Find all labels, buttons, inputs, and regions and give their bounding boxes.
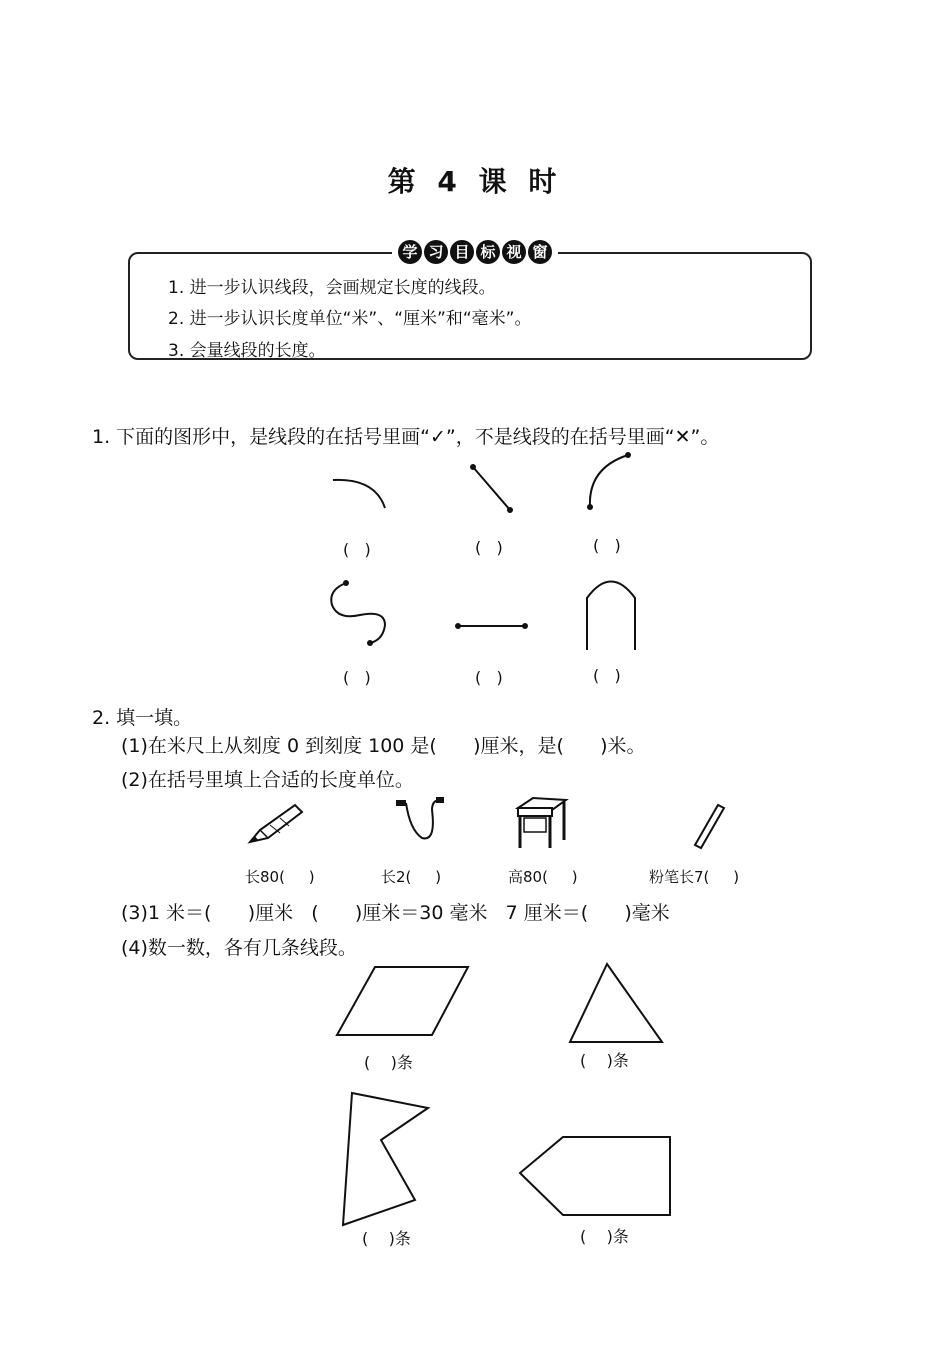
- answer-blank[interactable]: ( ): [343, 540, 371, 559]
- cable-icon: [396, 797, 444, 838]
- answer-blank[interactable]: ( ): [343, 668, 371, 687]
- answer-blank[interactable]: ( ): [475, 668, 503, 687]
- chalk-icon: [695, 805, 724, 848]
- shape-count-blank[interactable]: ( )条: [364, 1053, 413, 1072]
- goal-tag-char: 学: [398, 240, 422, 264]
- goal-item: 2. 进一步认识长度单位“米”、“厘米”和“毫米”。: [168, 309, 532, 329]
- goal-tag-char: 视: [502, 240, 526, 264]
- shape-count-blank[interactable]: ( )条: [362, 1229, 411, 1248]
- s-curve-figure: [331, 580, 385, 646]
- goal-tag-char: 标: [476, 240, 500, 264]
- answer-blank[interactable]: ( ): [593, 666, 621, 685]
- question-2-text: 2. 填一填。: [92, 707, 193, 729]
- question-2-part-4: (4)数一数，各有几条线段。: [121, 937, 357, 959]
- goal-tag-char: 窗: [528, 240, 552, 264]
- pencil-caption: 长80( ): [245, 868, 315, 886]
- desk-caption: 高80( ): [508, 868, 578, 886]
- pencil-icon: [250, 805, 302, 842]
- question-1-text: 1. 下面的图形中，是线段的在括号里画“✓”，不是线段的在括号里画“✕”。: [92, 426, 720, 448]
- lesson-title: 第 4 课 时: [387, 165, 563, 198]
- arc-figure: [333, 480, 385, 508]
- goal-tag-char: 目: [450, 240, 474, 264]
- goal-item: 3. 会量线段的长度。: [168, 341, 326, 361]
- shape-count-blank[interactable]: ( )条: [580, 1227, 629, 1246]
- parallelogram-shape: [337, 967, 468, 1035]
- pentagon-shape: [520, 1137, 670, 1215]
- cable-caption: 长2( ): [381, 868, 442, 886]
- triangle-shape: [570, 964, 662, 1042]
- answer-blank[interactable]: ( ): [593, 536, 621, 555]
- question-2-part-3: (3)1 米＝( )厘米 ( )厘米＝30 毫米 7 厘米＝( )毫米: [121, 902, 670, 924]
- arc-with-endpoints-figure: [587, 452, 631, 510]
- chalk-caption: 粉笔长7( ): [649, 868, 740, 886]
- arch-figure: [587, 582, 635, 651]
- desk-icon: [518, 798, 566, 848]
- goal-item: 1. 进一步认识线段，会画规定长度的线段。: [168, 278, 496, 298]
- question-2-part-1: (1)在米尺上从刻度 0 到刻度 100 是( )厘米，是( )米。: [121, 735, 646, 757]
- concave-quadrilateral-shape: [343, 1093, 428, 1225]
- answer-blank[interactable]: ( ): [475, 538, 503, 557]
- line-segment-figure: [470, 464, 513, 513]
- goal-tag-char: 习: [424, 240, 448, 264]
- horizontal-segment-figure: [455, 623, 528, 629]
- shape-count-blank[interactable]: ( )条: [580, 1051, 629, 1070]
- question-2-part-2: (2)在括号里填上合适的长度单位。: [121, 769, 414, 791]
